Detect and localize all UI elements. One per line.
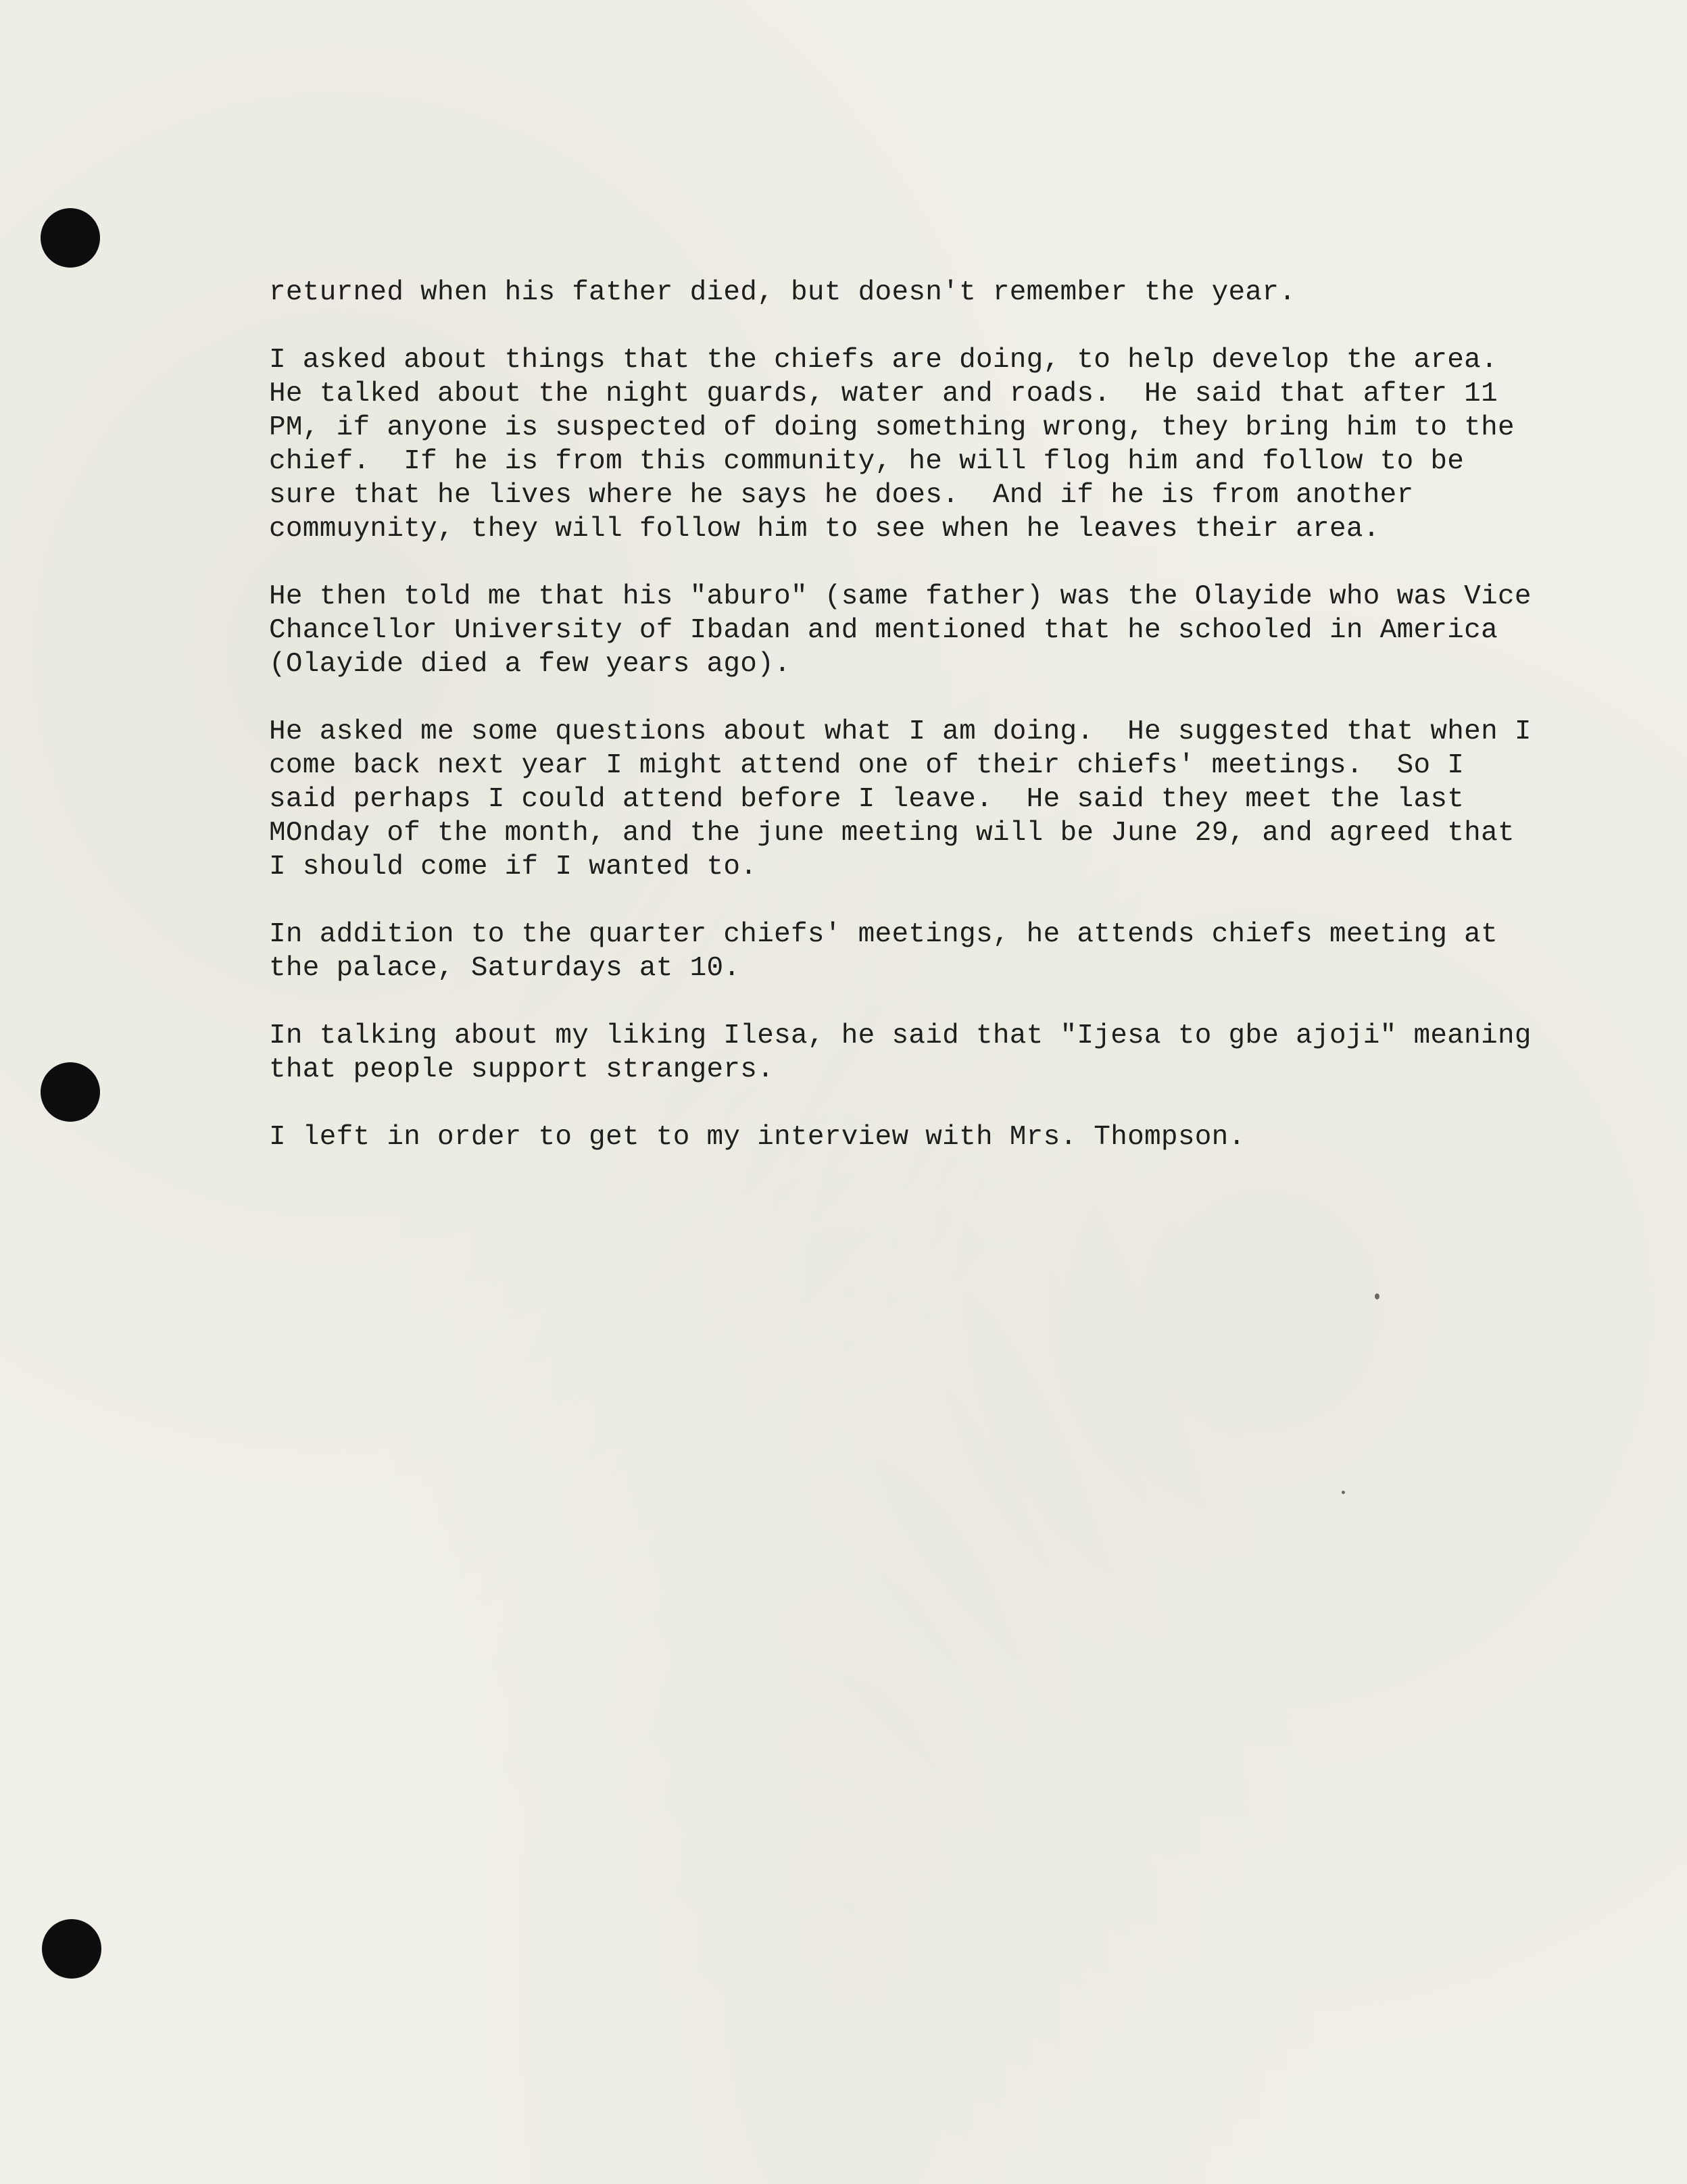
text-line: the palace, Saturdays at 10. bbox=[269, 953, 741, 984]
paragraph bbox=[269, 276, 1621, 309]
text-line: come back next year I might attend one of their chiefs' meetings. So I bbox=[269, 750, 1465, 781]
paragraph bbox=[269, 918, 1621, 985]
document-body bbox=[269, 276, 1621, 1188]
text-line: He asked me some questions about what I am doing. He suggested that when I bbox=[269, 716, 1532, 747]
text-line: returned when his father died, but doesn't remember the year. bbox=[269, 277, 1296, 308]
paragraph bbox=[269, 1120, 1621, 1154]
paragraph bbox=[269, 343, 1621, 546]
text-line: said perhaps I could attend before I leave. He said they meet the last bbox=[269, 784, 1465, 815]
text-line: I asked about things that the chiefs are doing, to help develop the area. bbox=[269, 345, 1498, 376]
punch-hole-bottom bbox=[42, 1919, 101, 1979]
text-line: sure that he lives where he says he does. And if he is from another bbox=[269, 480, 1414, 511]
text-line: MOnday of the month, and the june meeting will be June 29, and agreed that bbox=[269, 818, 1515, 849]
text-line: He talked about the night guards, water and roads. He said that after 11 bbox=[269, 378, 1498, 410]
text-line: In addition to the quarter chiefs' meetings, he attends chiefs meeting at bbox=[269, 919, 1498, 950]
punch-hole-top bbox=[41, 208, 100, 268]
text-line: In talking about my liking Ilesa, he said that "Ijesa to gbe ajoji" meaning bbox=[269, 1020, 1532, 1051]
text-line: commuynity, they will follow him to see when he leaves their area. bbox=[269, 514, 1380, 545]
text-line: Chancellor University of Ibadan and mentioned that he schooled in America bbox=[269, 615, 1498, 646]
text-line: PM, if anyone is suspected of doing something wrong, they bring him to the bbox=[269, 412, 1515, 443]
text-line: I left in order to get to my interview with Mrs. Thompson. bbox=[269, 1122, 1246, 1153]
text-line: (Olayide died a few years ago). bbox=[269, 649, 791, 680]
text-line: He then told me that his "aburo" (same father) was the Olayide who was Vice bbox=[269, 581, 1532, 612]
paper-speck bbox=[1342, 1491, 1345, 1494]
text-line: that people support strangers. bbox=[269, 1054, 775, 1085]
paragraph bbox=[269, 715, 1621, 884]
paragraph bbox=[269, 1019, 1621, 1087]
text-line: chief. If he is from this community, he will flog him and follow to be bbox=[269, 446, 1465, 477]
paragraph bbox=[269, 580, 1621, 681]
punch-hole-middle bbox=[41, 1062, 100, 1122]
text-line: I should come if I wanted to. bbox=[269, 851, 758, 883]
paper-speck bbox=[1375, 1293, 1379, 1299]
